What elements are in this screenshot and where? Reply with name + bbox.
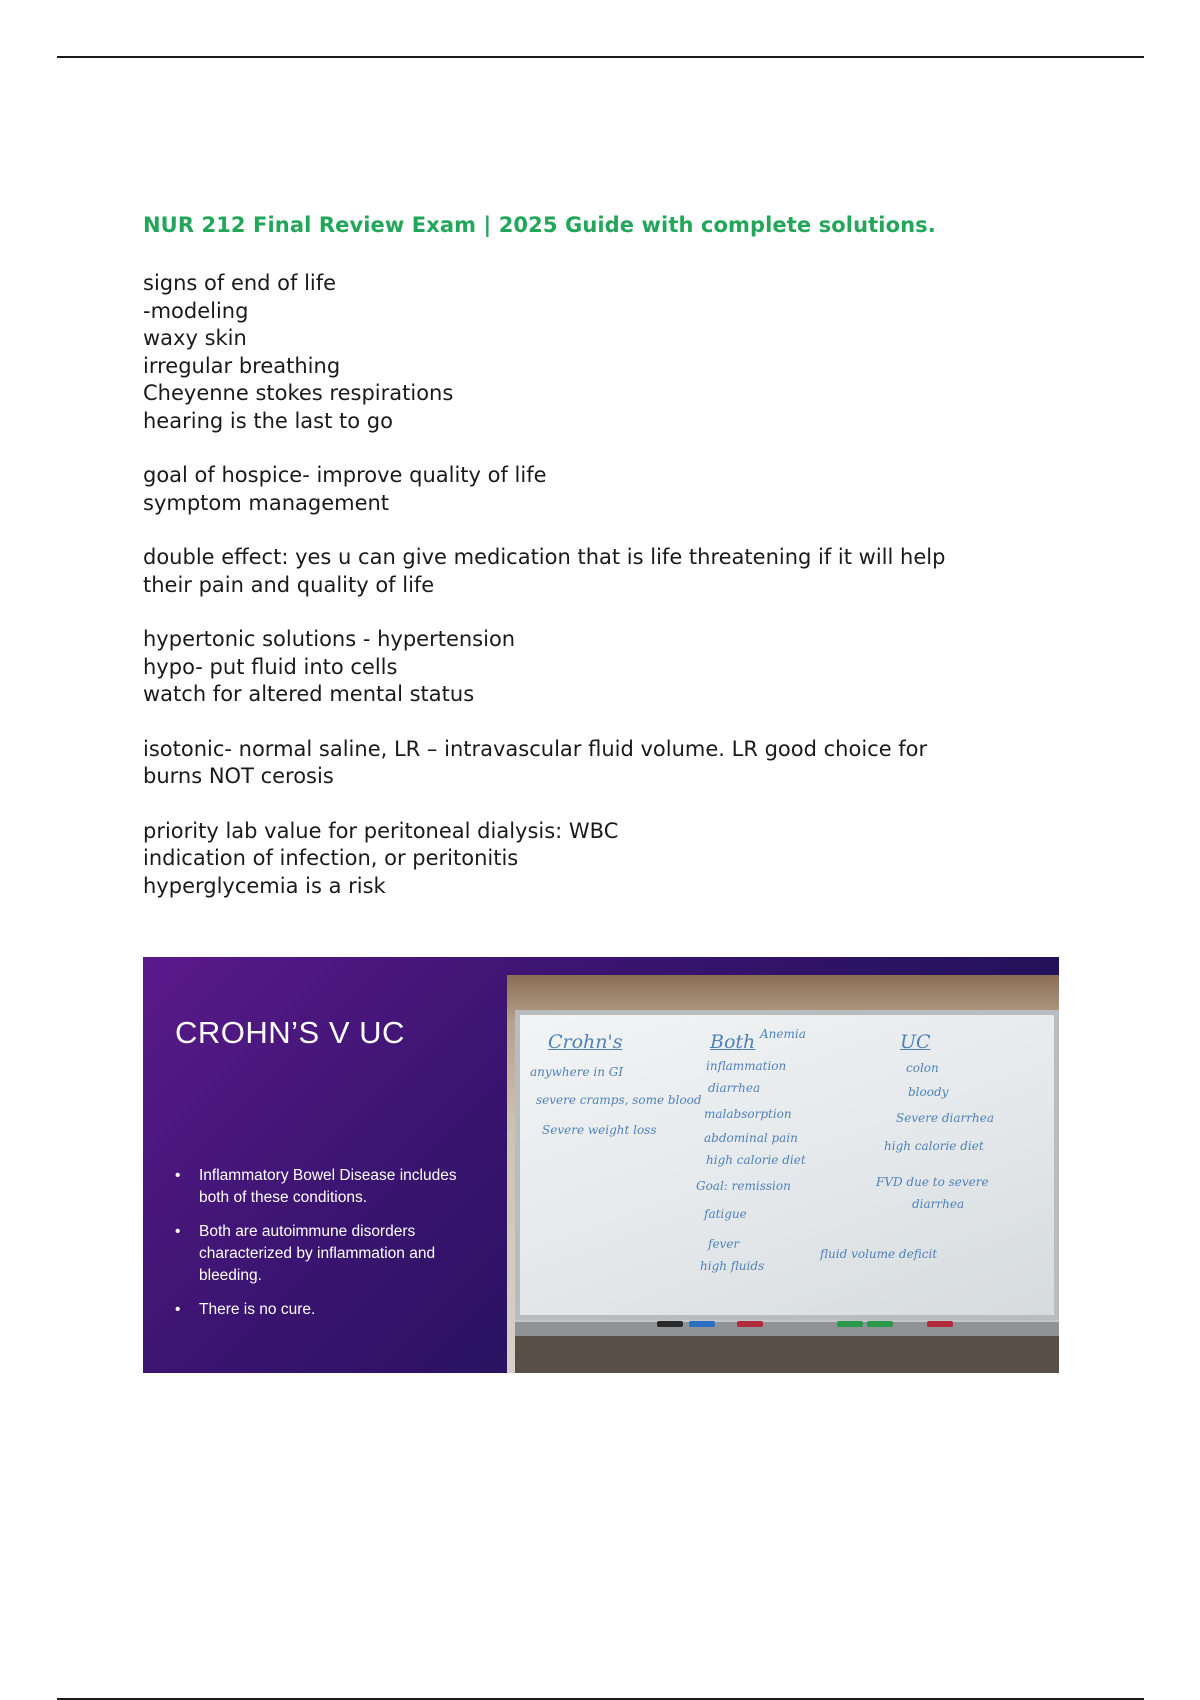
marker	[927, 1321, 953, 1327]
whiteboard-note: FVD due to severe	[876, 1175, 989, 1189]
whiteboard-note: Severe weight loss	[542, 1123, 657, 1137]
slide-bullet: • Inflammatory Bowel Disease includes both of these conditions.	[173, 1165, 483, 1209]
whiteboard-note: Goal: remission	[696, 1179, 791, 1193]
text-line: hyperglycemia is a risk	[143, 873, 386, 898]
paragraph-dialysis	[143, 818, 1063, 901]
whiteboard-note: malabsorption	[704, 1107, 792, 1121]
text-line: priority lab value for peritoneal dialysis: WBC	[143, 818, 619, 843]
text-line: symptom management	[143, 490, 390, 515]
text-line: -modeling	[143, 298, 249, 323]
whiteboard	[515, 1010, 1059, 1320]
slide-bullet: • Both are autoimmune disorders characterized by inflammation and bleeding.	[173, 1221, 483, 1287]
document-title: NUR 212 Final Review Exam | 2025 Guide with complete solutions.	[143, 213, 936, 237]
document-body	[143, 270, 1063, 927]
slide-bullet-list	[173, 1165, 483, 1333]
marker	[837, 1321, 863, 1327]
whiteboard-note: high fluids	[700, 1259, 765, 1273]
whiteboard-note: fatigue	[704, 1207, 747, 1221]
paragraph-double-effect	[143, 544, 1063, 599]
paragraph-hospice	[143, 462, 1063, 517]
whiteboard-note: abdominal pain	[704, 1131, 798, 1145]
whiteboard-note: inflammation	[706, 1059, 787, 1073]
whiteboard-note: diarrhea	[708, 1081, 761, 1095]
whiteboard-note: anywhere in GI	[530, 1065, 624, 1079]
whiteboard-note: high calorie diet	[706, 1153, 806, 1167]
whiteboard-col1-header: Crohn's	[548, 1031, 623, 1053]
slide-bullet: • There is no cure.	[173, 1299, 483, 1321]
text-line: irregular breathing	[143, 353, 341, 378]
whiteboard-note: fluid volume deficit	[820, 1247, 938, 1261]
paragraph-end-of-life	[143, 270, 1063, 435]
whiteboard-note: high calorie diet	[884, 1139, 984, 1153]
marker	[867, 1321, 893, 1327]
whiteboard-note: diarrhea	[912, 1197, 965, 1211]
text-line: goal of hospice- improve quality of life	[143, 463, 547, 487]
paragraph-hypertonic	[143, 626, 1063, 709]
whiteboard-photo	[507, 975, 1059, 1373]
marker	[657, 1321, 683, 1327]
text-line: watch for altered mental status	[143, 682, 475, 706]
whiteboard-col3-header: UC	[900, 1031, 931, 1053]
text-line: waxy skin	[143, 326, 247, 350]
text-line: hearing is the last to go	[143, 408, 393, 433]
paragraph-isotonic	[143, 736, 1063, 791]
text-line: Cheyenne stokes respirations	[143, 381, 454, 405]
text-line: double effect: yes u can give medication that is life threatening if it will help	[143, 545, 946, 569]
whiteboard-col2-header: Both	[710, 1031, 756, 1053]
cabinet	[515, 1336, 1059, 1373]
whiteboard-note: colon	[906, 1061, 939, 1075]
whiteboard-note: fever	[708, 1237, 740, 1251]
text-line: hypertonic solutions - hypertension	[143, 627, 516, 651]
top-rule	[57, 56, 1144, 58]
slide-image	[143, 957, 1059, 1373]
text-line: their pain and quality of life	[143, 572, 435, 597]
text-line: indication of infection, or peritonitis	[143, 846, 519, 870]
text-line: signs of end of life	[143, 271, 337, 295]
marker	[689, 1321, 715, 1327]
whiteboard-note: severe cramps, some blood	[536, 1093, 702, 1107]
text-line: burns NOT cerosis	[143, 764, 334, 788]
text-line: isotonic- normal saline, LR – intravascular fluid volume. LR good choice for	[143, 736, 928, 761]
slide-title: CROHN’S V UC	[175, 1015, 405, 1050]
whiteboard-note: bloody	[908, 1085, 949, 1099]
marker	[737, 1321, 763, 1327]
whiteboard-note: Anemia	[760, 1027, 806, 1041]
text-line: hypo- put fluid into cells	[143, 654, 398, 679]
whiteboard-note: Severe diarrhea	[896, 1111, 994, 1125]
